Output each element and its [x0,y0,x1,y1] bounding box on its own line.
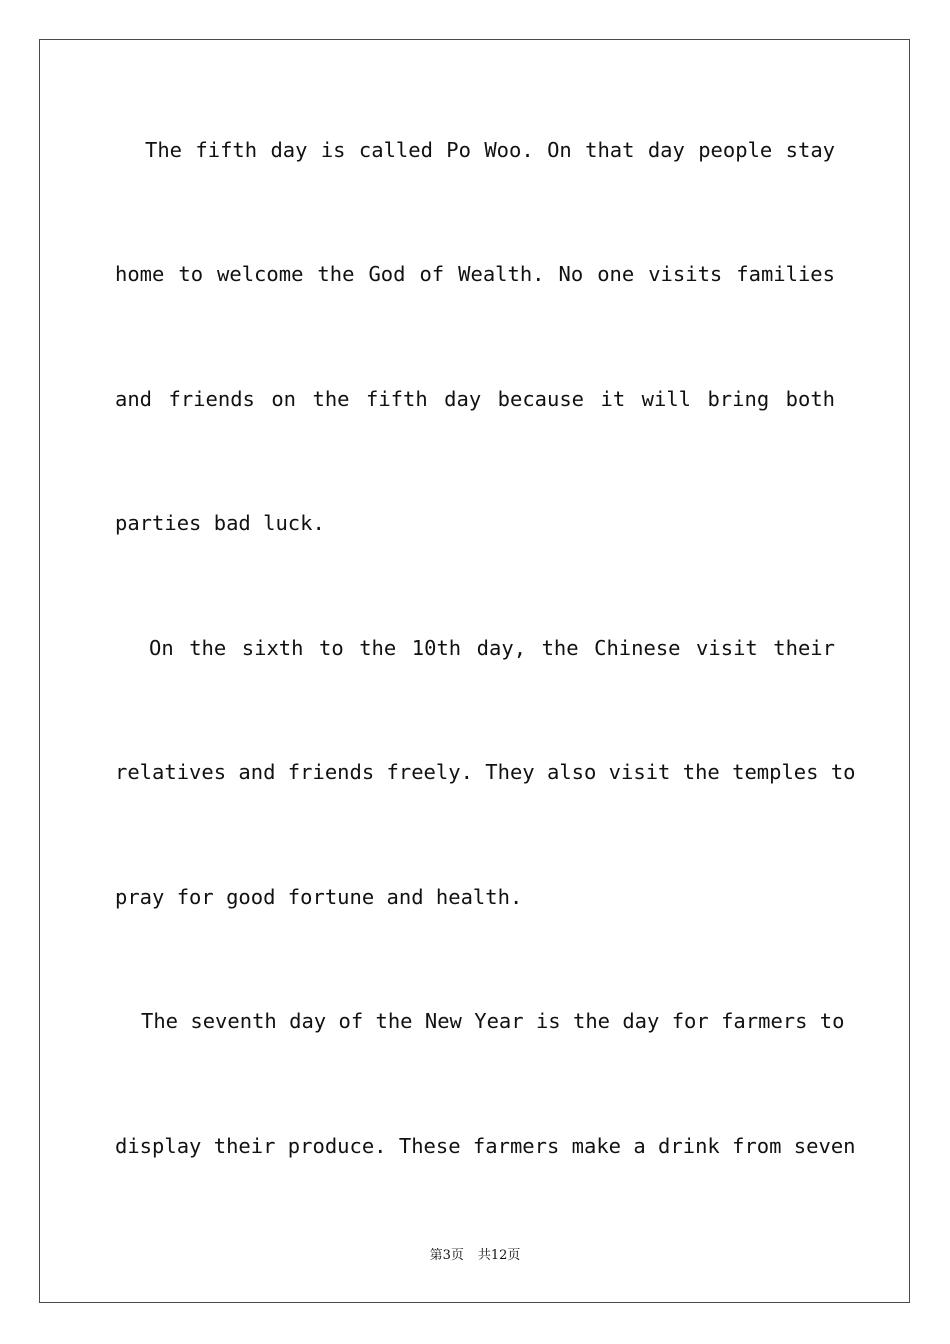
page-footer [0,1247,950,1265]
document-page [39,39,910,1303]
paragraph-line: pray for good fortune and health. [115,885,523,909]
paragraph-line: and friends on the fifth day because it will bring both [115,387,835,411]
paragraph-line: relatives and friends freely. They also visit the temples to [115,760,856,784]
paragraph-line: home to welcome the God of Wealth. No one visits families [115,262,835,286]
paragraph-line: The seventh day of the New Year is the day for farmers to [141,1009,845,1033]
page-number: 第3页 [429,1248,464,1263]
paragraph-line: On the sixth to the 10th day, the Chinese visit their [149,636,835,660]
page-total: 共12页 [477,1248,521,1263]
paragraph-line: parties bad luck. [115,511,325,535]
paragraph-line: display their produce. These farmers make a drink from seven [115,1134,856,1158]
paragraph-line: The fifth day is called Po Woo. On that day people stay [145,138,835,162]
